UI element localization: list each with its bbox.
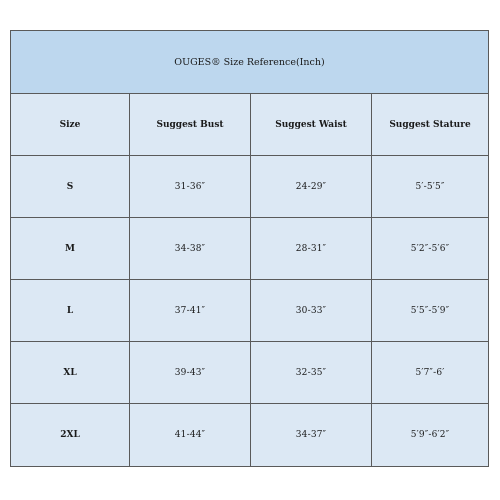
size-chart-table xyxy=(10,30,489,467)
header-size: Size xyxy=(11,94,130,156)
bust-value-l: 37-41″ xyxy=(130,280,251,342)
waist-value-2xl: 34-37″ xyxy=(251,404,372,466)
stature-value-s: 5′-5′5″ xyxy=(372,156,488,218)
size-grid xyxy=(11,94,488,466)
waist-value-m: 28-31″ xyxy=(251,218,372,280)
waist-value-xl: 32-35″ xyxy=(251,342,372,404)
size-label-s: S xyxy=(11,156,130,218)
bust-value-xl: 39-43″ xyxy=(130,342,251,404)
waist-value-s: 24-29″ xyxy=(251,156,372,218)
stature-value-l: 5′5″-5′9″ xyxy=(372,280,488,342)
bust-value-m: 34-38″ xyxy=(130,218,251,280)
size-label-2xl: 2XL xyxy=(11,404,130,466)
stature-value-2xl: 5′9″-6′2″ xyxy=(372,404,488,466)
size-label-m: M xyxy=(11,218,130,280)
size-label-xl: XL xyxy=(11,342,130,404)
stature-value-m: 5′2″-5′6″ xyxy=(372,218,488,280)
table-title: OUGES® Size Reference(Inch) xyxy=(11,31,488,94)
bust-value-s: 31-36″ xyxy=(130,156,251,218)
size-label-l: L xyxy=(11,280,130,342)
header-suggest-stature: Suggest Stature xyxy=(372,94,488,156)
stature-value-xl: 5′7″-6′ xyxy=(372,342,488,404)
header-suggest-bust: Suggest Bust xyxy=(130,94,251,156)
header-suggest-waist: Suggest Waist xyxy=(251,94,372,156)
waist-value-l: 30-33″ xyxy=(251,280,372,342)
bust-value-2xl: 41-44″ xyxy=(130,404,251,466)
